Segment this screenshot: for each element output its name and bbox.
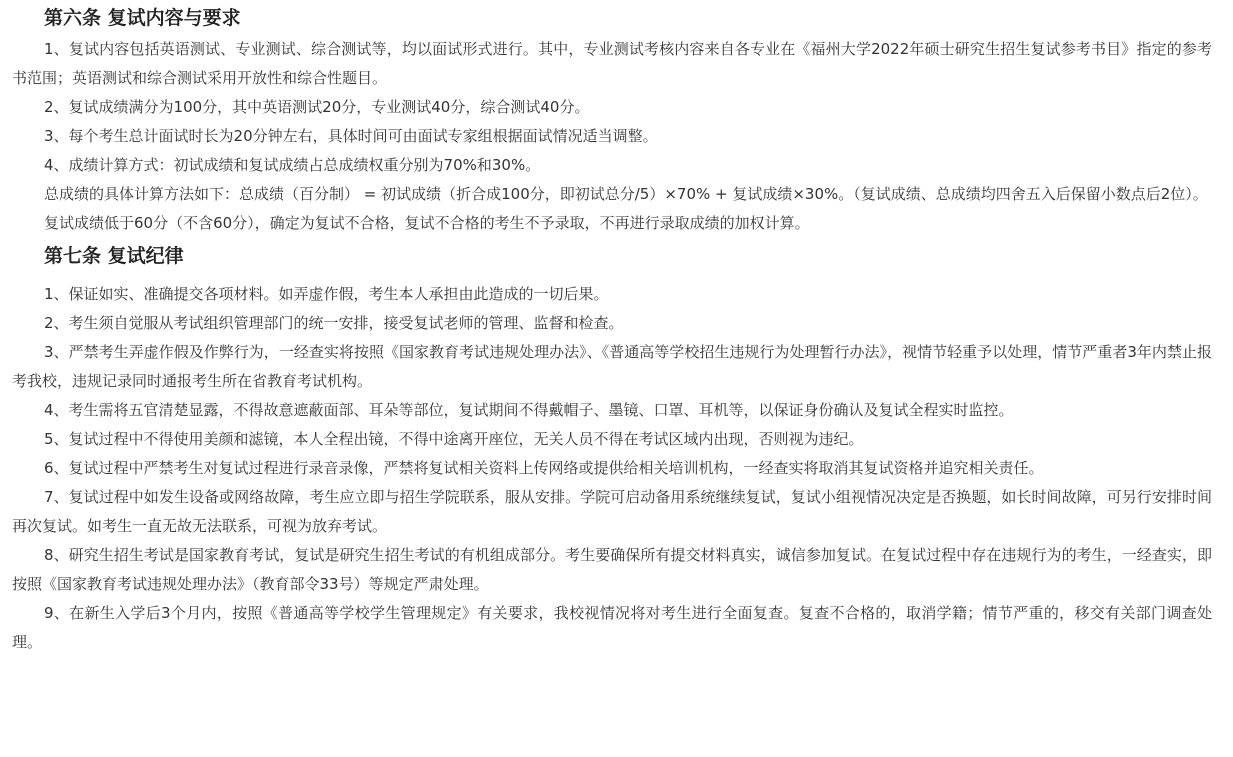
paragraph-article-6-item-2: 2、复试成绩满分为100分，其中英语测试20分，专业测试40分，综合测试40分。: [44, 98, 590, 116]
paragraph-article-7-item-8: 8、研究生招生考试是国家教育考试，复试是研究生招生考试的有机组成部分。考生要确保所有提交材料真实，诚信参加复试。在复试过程中存在违规行为的考生，一经查实，即按照《国家教育考试违规处理办法》（教育部令33号）等规定严肃处理。: [12, 546, 1212, 593]
paragraph-article-7-item-9: 9、在新生入学后3个月内，按照《普通高等学校学生管理规定》有关要求，我校视情况将对考生进行全面复查。复查不合格的，取消学籍；情节严重的，移交有关部门调查处理。: [12, 604, 1212, 651]
paragraph-article-7-item-6: 6、复试过程中严禁考生对复试过程进行录音录像，严禁将复试相关资料上传网络或提供给相关培训机构，一经查实将取消其复试资格并追究相关责任。: [44, 459, 1044, 477]
document-body: [12, 6, 1212, 657]
paragraph-article-7-item-4: 4、考生需将五官清楚显露，不得故意遮蔽面部、耳朵等部位，复试期间不得戴帽子、墨镜、口罩、耳机等，以保证身份确认及复试全程实时监控。: [44, 401, 1014, 419]
paragraph-article-6-fail-rule: 复试成绩低于60分（不含60分），确定为复试不合格，复试不合格的考生不予录取，不再进行录取成绩的加权计算。: [44, 214, 810, 232]
paragraph-article-6-formula: 总成绩的具体计算方法如下：总成绩（百分制） = 初试成绩（折合成100分，即初试总分/5）×70% + 复试成绩×30%。（复试成绩、总成绩均四舍五入后保留小数点后2位）。: [44, 185, 1208, 203]
paragraph-article-7-item-3: 3、严禁考生弄虚作假及作弊行为，一经查实将按照《国家教育考试违规处理办法》、《普通高等学校招生违规行为处理暂行办法》，视情节轻重予以处理，情节严重者3年内禁止报考我校，违规记录同时通报考生所在省教育考试机构。: [12, 343, 1212, 390]
paragraph-article-7-item-5: 5、复试过程中不得使用美颜和滤镜，本人全程出镜，不得中途离开座位，无关人员不得在考试区域内出现，否则视为违纪。: [44, 430, 864, 448]
paragraph-article-7-item-7: 7、复试过程中如发生设备或网络故障，考生应立即与招生学院联系，服从安排。学院可启动备用系统继续复试，复试小组视情况决定是否换题，如长时间故障，可另行安排时间再次复试。如考生一直无故无法联系，可视为放弃考试。: [12, 488, 1212, 535]
section-heading-article-6: 第六条 复试内容与要求: [44, 7, 241, 29]
paragraph-article-6-item-4: 4、成绩计算方式：初试成绩和复试成绩占总成绩权重分别为70%和30%。: [44, 156, 541, 174]
paragraph-article-6-item-3: 3、每个考生总计面试时长为20分钟左右，具体时间可由面试专家组根据面试情况适当调整。: [44, 127, 658, 145]
paragraph-article-7-item-2: 2、考生须自觉服从考试组织管理部门的统一安排，接受复试老师的管理、监督和检查。: [44, 314, 624, 332]
section-heading-article-7: 第七条 复试纪律: [44, 245, 184, 267]
paragraph-article-7-item-1: 1、保证如实、准确提交各项材料。如弄虚作假，考生本人承担由此造成的一切后果。: [44, 285, 609, 303]
paragraph-article-6-item-1: 1、复试内容包括英语测试、专业测试、综合测试等，均以面试形式进行。其中，专业测试考核内容来自各专业在《福州大学2022年硕士研究生招生复试参考书目》指定的参考书范围；英语测试和综合测试采用开放性和综合性题目。: [12, 40, 1212, 87]
